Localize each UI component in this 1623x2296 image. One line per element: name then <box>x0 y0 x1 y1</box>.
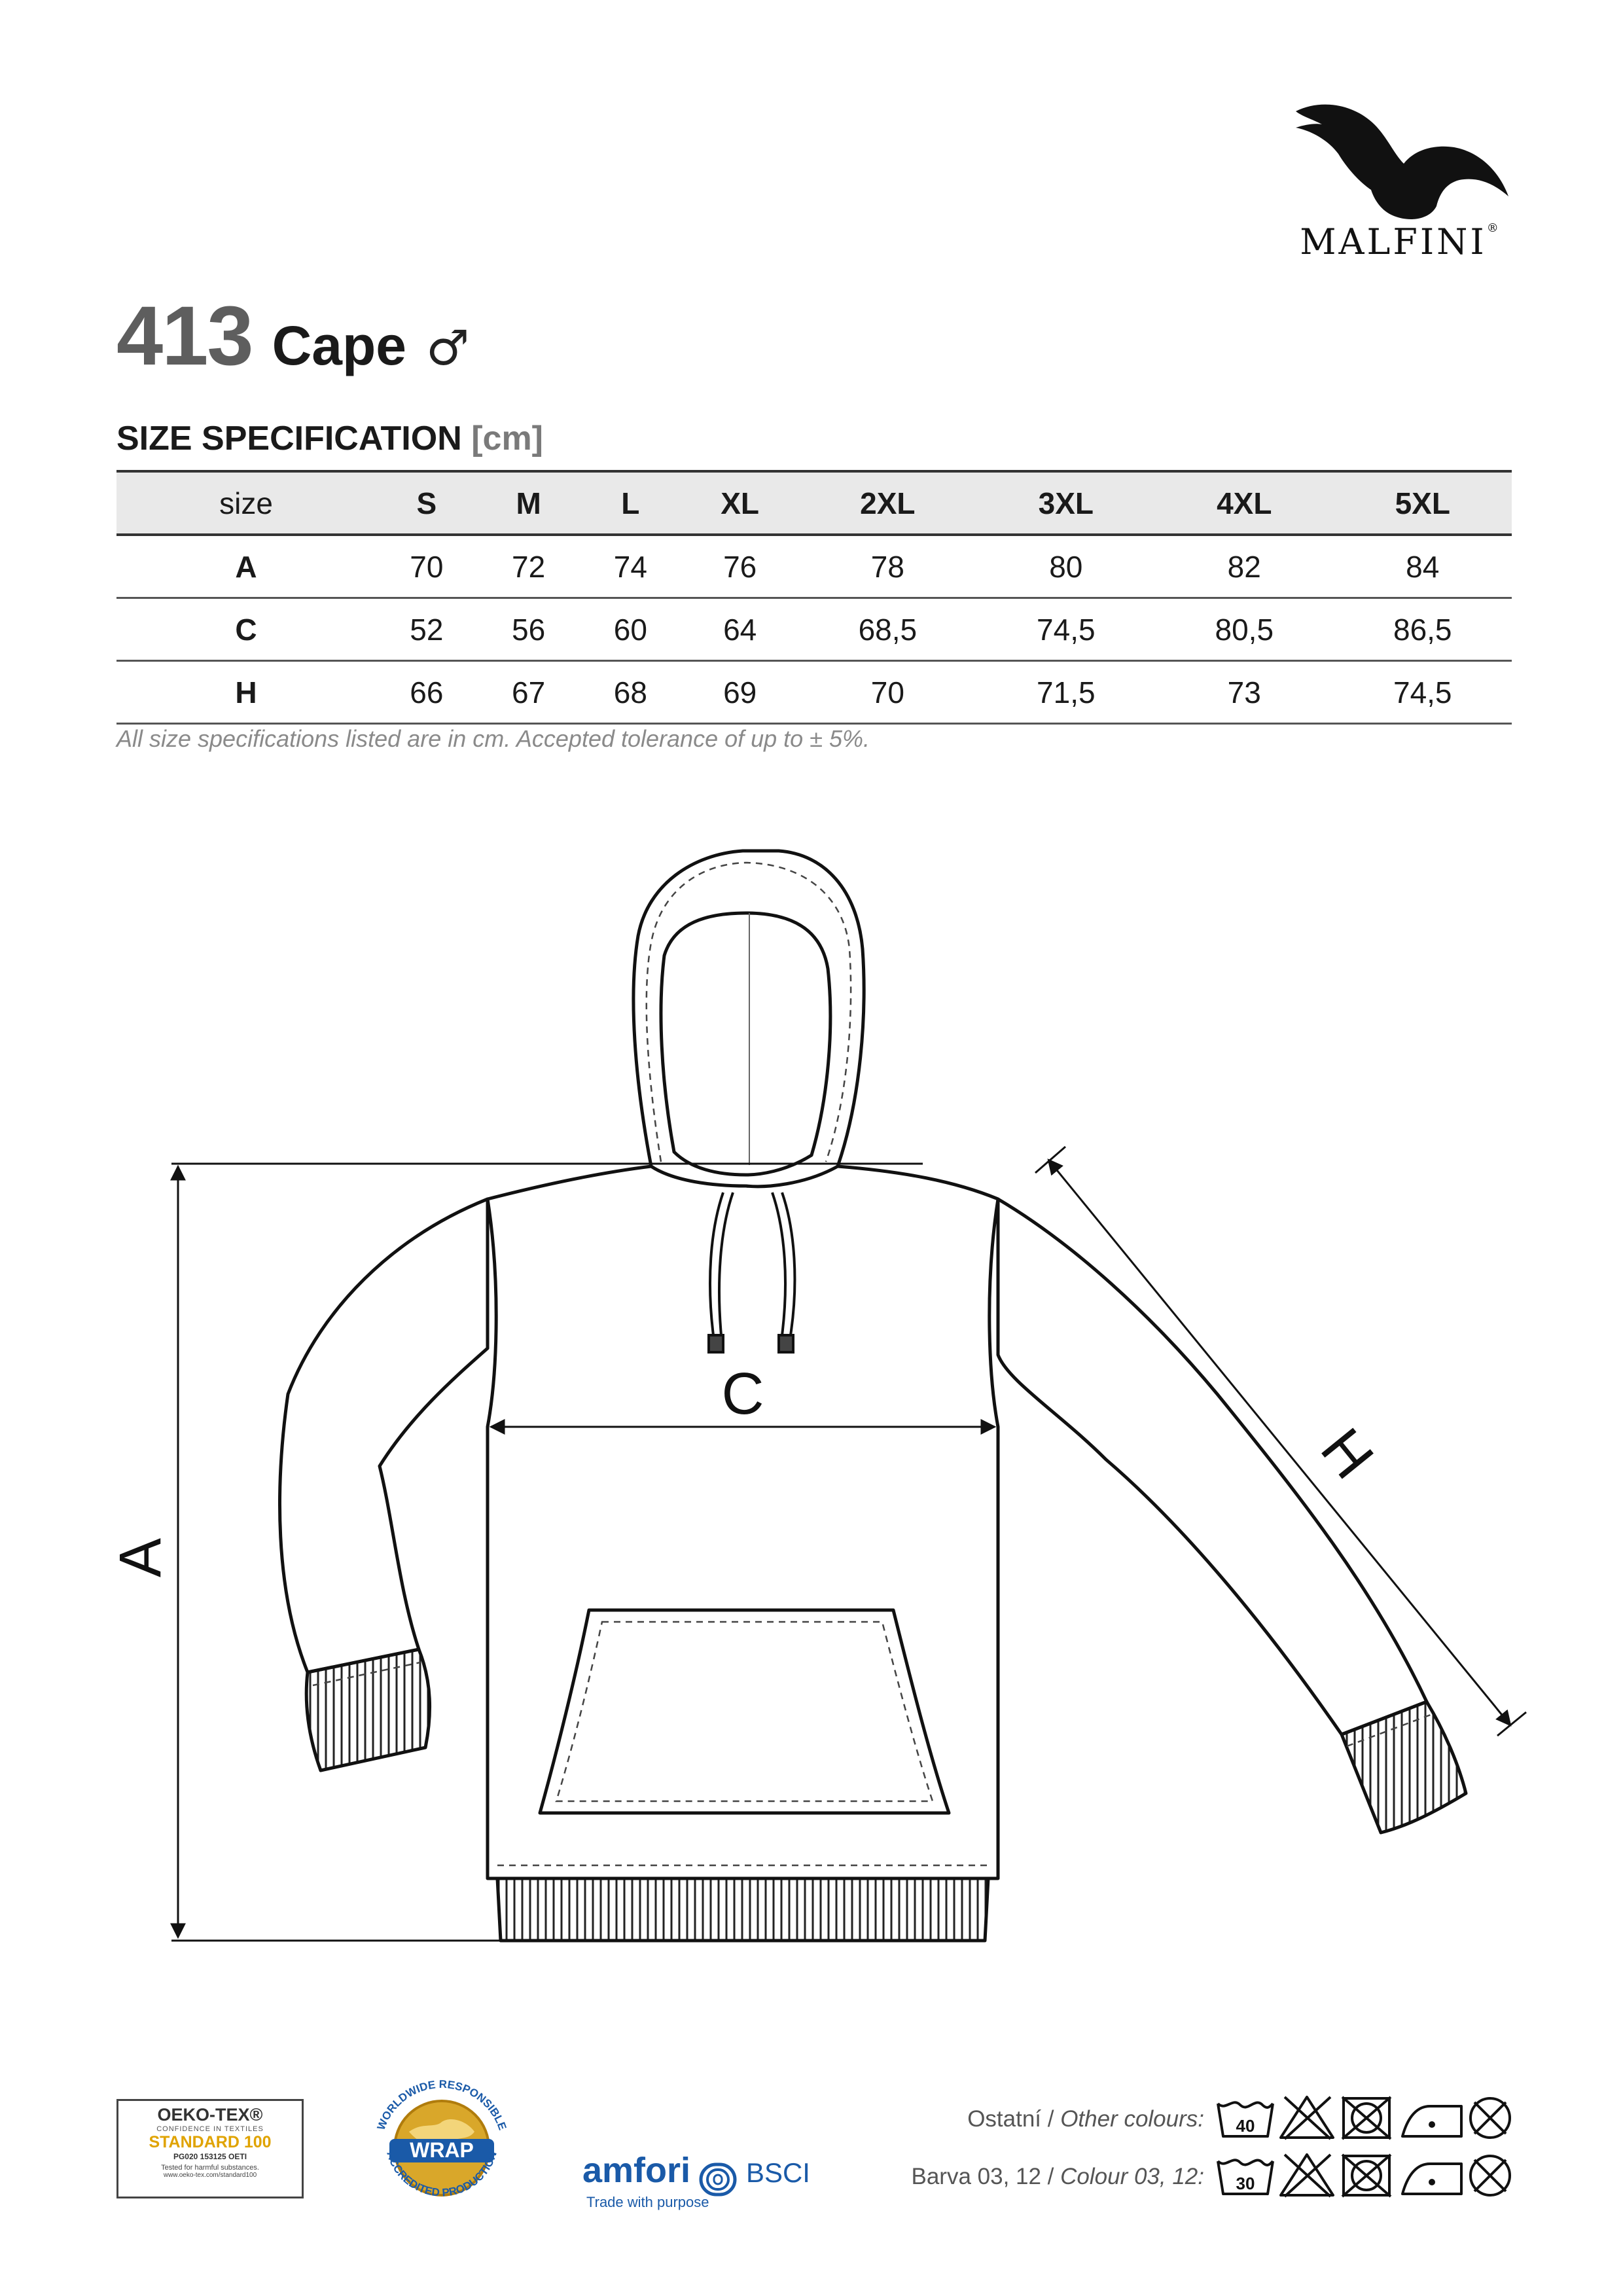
column-header: 4XL <box>1155 471 1333 535</box>
care-label-cz: Barva 03, 12 / <box>911 2164 1061 2189</box>
size-table <box>116 470 1512 725</box>
table-cell: 60 <box>579 598 681 661</box>
product-name: Cape <box>272 315 406 376</box>
wrap-badge <box>363 2070 520 2227</box>
table-cell: 52 <box>376 598 478 661</box>
no-bleach-icon <box>1281 2155 1333 2197</box>
table-cell: 84 <box>1334 535 1512 598</box>
amfori-tagline: Trade with purpose <box>586 2193 709 2210</box>
table-row <box>116 535 1512 598</box>
oeko-url: www.oeko-tex.com/standard100 <box>163 2172 257 2179</box>
spec-heading-text: SIZE SPECIFICATION <box>116 420 462 457</box>
table-cell: 82 <box>1155 535 1333 598</box>
no-dry-clean-icon <box>1471 2098 1510 2138</box>
table-cell: 71,5 <box>977 661 1155 724</box>
oeko-tested-note: Tested for harmful substances. <box>161 2164 259 2172</box>
oeko-standard: STANDARD 100 <box>149 2133 272 2151</box>
brand-wordmark: MALFINI® <box>1300 221 1501 262</box>
no-tumble-dry-icon <box>1342 2155 1391 2197</box>
spec-unit: [cm] <box>471 420 543 457</box>
table-cell: 80,5 <box>1155 598 1333 661</box>
care-symbols-row <box>1214 2149 1515 2202</box>
table-cell: 68,5 <box>798 598 976 661</box>
spec-heading <box>116 419 543 458</box>
care-symbols-row <box>1214 2092 1515 2144</box>
table-cell: 74 <box>579 535 681 598</box>
iron-icon <box>1402 2106 1461 2136</box>
wash-temperature: 30 <box>1236 2174 1255 2193</box>
table-header-row <box>116 471 1512 535</box>
iron-icon <box>1402 2164 1461 2194</box>
row-label: C <box>116 598 376 661</box>
table-cell: 66 <box>376 661 478 724</box>
dimension-h-label: H <box>1308 1416 1386 1491</box>
table-cell: 73 <box>1155 661 1333 724</box>
wrap-logo-text: WRAP <box>410 2138 474 2162</box>
table-cell: 78 <box>798 535 976 598</box>
brand-logo <box>1283 92 1518 268</box>
table-cell: 70 <box>376 535 478 598</box>
column-header: size <box>116 471 376 535</box>
amfori-ring-icon <box>699 2162 737 2197</box>
dimension-c-label: C <box>721 1361 764 1427</box>
oeko-title: OEKO-TEX® <box>157 2105 263 2125</box>
amfori-name: amfori <box>582 2151 691 2190</box>
column-header: 2XL <box>798 471 976 535</box>
column-header: 5XL <box>1334 471 1512 535</box>
no-bleach-icon <box>1281 2097 1333 2139</box>
oeko-tex-badge <box>116 2099 304 2198</box>
table-cell: 74,5 <box>977 598 1155 661</box>
dimension-a-label: A <box>108 1537 173 1578</box>
table-cell: 72 <box>478 535 580 598</box>
product-number: 413 <box>116 289 253 383</box>
eagle-logo-icon <box>1283 92 1518 223</box>
table-row <box>116 598 1512 661</box>
amfori-bsci-badge <box>582 2150 810 2211</box>
column-header: L <box>579 471 681 535</box>
male-gender-icon: ♂ <box>425 320 470 376</box>
no-dry-clean-icon <box>1471 2156 1510 2195</box>
table-cell: 74,5 <box>1334 661 1512 724</box>
tolerance-note: All size specifications listed are in cm. Accepted tolerance of up to ± 5%. <box>116 725 870 752</box>
table-row <box>116 661 1512 724</box>
waistband <box>497 1878 988 1941</box>
left-cuff <box>306 1649 429 1770</box>
hood-opening <box>661 913 830 1175</box>
wrap-top-text: WORLDWIDE RESPONSIBLE <box>374 2077 509 2132</box>
care-label-en: Other colours: <box>1060 2106 1204 2132</box>
column-header: M <box>478 471 580 535</box>
table-cell: 67 <box>478 661 580 724</box>
table-cell: 64 <box>681 598 798 661</box>
column-header: S <box>376 471 478 535</box>
column-header: XL <box>681 471 798 535</box>
amfori-program: BSCI <box>745 2157 810 2188</box>
table-cell: 80 <box>977 535 1155 598</box>
hoodie-diagram <box>0 838 1623 2003</box>
left-sleeve <box>280 1199 488 1672</box>
care-label-colour <box>864 2164 1204 2190</box>
table-cell: 70 <box>798 661 976 724</box>
oeko-cert-number: PG020 153125 OETI <box>173 2152 247 2161</box>
table-cell: 56 <box>478 598 580 661</box>
row-label: A <box>116 535 376 598</box>
table-cell: 69 <box>681 661 798 724</box>
row-label: H <box>116 661 376 724</box>
column-header: 3XL <box>977 471 1155 535</box>
care-label-other <box>864 2106 1204 2132</box>
care-label-en: Colour 03, 12: <box>1060 2164 1204 2189</box>
oeko-subtitle: CONFIDENCE IN TEXTILES <box>156 2125 264 2133</box>
table-cell: 86,5 <box>1334 598 1512 661</box>
care-label-cz: Ostatní / <box>967 2106 1061 2132</box>
product-title <box>116 288 469 386</box>
table-cell: 76 <box>681 535 798 598</box>
no-tumble-dry-icon <box>1342 2097 1391 2139</box>
wrap-bottom-text: ACCREDITED PRODUCTION <box>384 2149 499 2199</box>
wash-temperature: 40 <box>1236 2116 1255 2136</box>
table-cell: 68 <box>579 661 681 724</box>
